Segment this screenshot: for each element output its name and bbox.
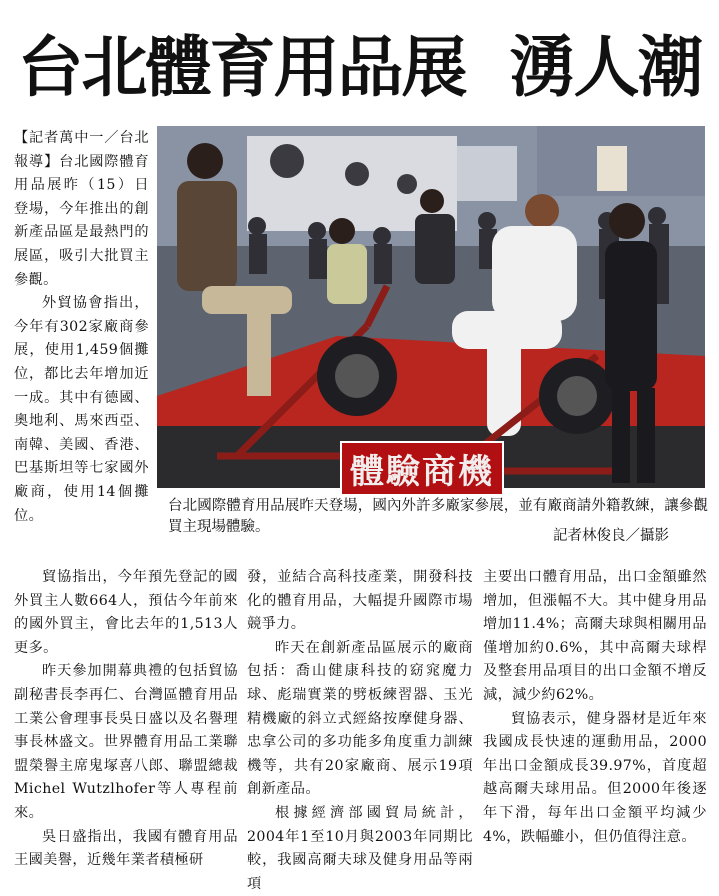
article-column-3 [483,566,707,849]
article-paragraph: 貿協指出，今年預先登記的國外買主人數664人，預估今年前來的國外買主，會比去年的1,513人更多。 [14,569,238,656]
article-paragraph: 發，並結合高科技產業，開發科技化的體育用品，大幅提升國際市場競爭力。 [247,569,473,633]
article-paragraph: 主要出口體育用品，出口金額雖然增加，但漲幅不大。其中健身用品增加11.4%；高爾夫球與相關用品僅增加約0.6%，其中高爾夫球桿及整套用品項目的出口金額不增反減，減少約62%。 [483,569,707,703]
headline-part2: 湧人潮 [509,28,702,106]
article-paragraph: 外貿協會指出，今年有302家廠商參展，使用1,459個攤位，都比去年增加近一成。其中有德國、奧地利、馬來西亞、南韓、美國、香港、巴基斯坦等七家國外廠商，使用14個攤位。 [14,295,149,524]
exhibition-photo [157,126,705,488]
article-paragraph: 昨天參加開幕典禮的包括貿協副秘書長李再仁、台灣區體育用品工業公會理事長吳日盛以及名譽理事長林盛文。世界體育用品工業聯盟榮譽主席鬼塚喜八郎、聯盟總裁Michel Wutzlhofer等人專程前來。 [14,663,238,821]
article-paragraph: 根據經濟部國貿局統計，2004年1至10月與2003年同期比較，我國高爾夫球及健身用品等兩項 [247,804,473,892]
photo-caption: 台北國際體育用品展昨天登場，國內外許多廠家參展，並有廠商請外籍教練，讓參觀買主現場體驗。 [168,498,708,535]
article-column-1-lower [14,566,238,873]
article-column-1 [14,127,149,528]
photo-credit: 記者林俊良／攝影 [553,528,669,544]
photo-illustration [157,126,705,488]
headline [0,0,719,122]
article-column-2 [247,566,473,896]
article-paragraph: 【記者萬中一／台北報導】台北國際體育用品展昨（15）日登場，今年推出的創新產品區是最熱門的展區，吸引大批買主參觀。 [14,130,149,288]
headline-part1: 台北體育用品展 [17,28,466,106]
article-paragraph: 貿協表示，健身器材是近年來我國成長快速的運動用品，2000年出口金額成長39.97%，首度超越高爾夫球用品。但2000年後逐年下滑，每年出口金額平均減少4%，跌幅雖小，但仍值得注意。 [483,710,707,845]
photo-stamp: 體驗商機 [340,441,504,496]
article-paragraph: 吳日盛指出，我國有體育用品王國美譽，近幾年業者積極研 [14,828,238,869]
article-paragraph: 昨天在創新產品區展示的廠商包括：喬山健康科技的窈窕魔力球、彪瑞實業的劈板練習器、玉光精機廠的斜立式經絡按摩健身器、忠拿公司的多功能多角度重力訓練機等，共有20家廠商、展示19項創新產品。 [247,639,473,798]
